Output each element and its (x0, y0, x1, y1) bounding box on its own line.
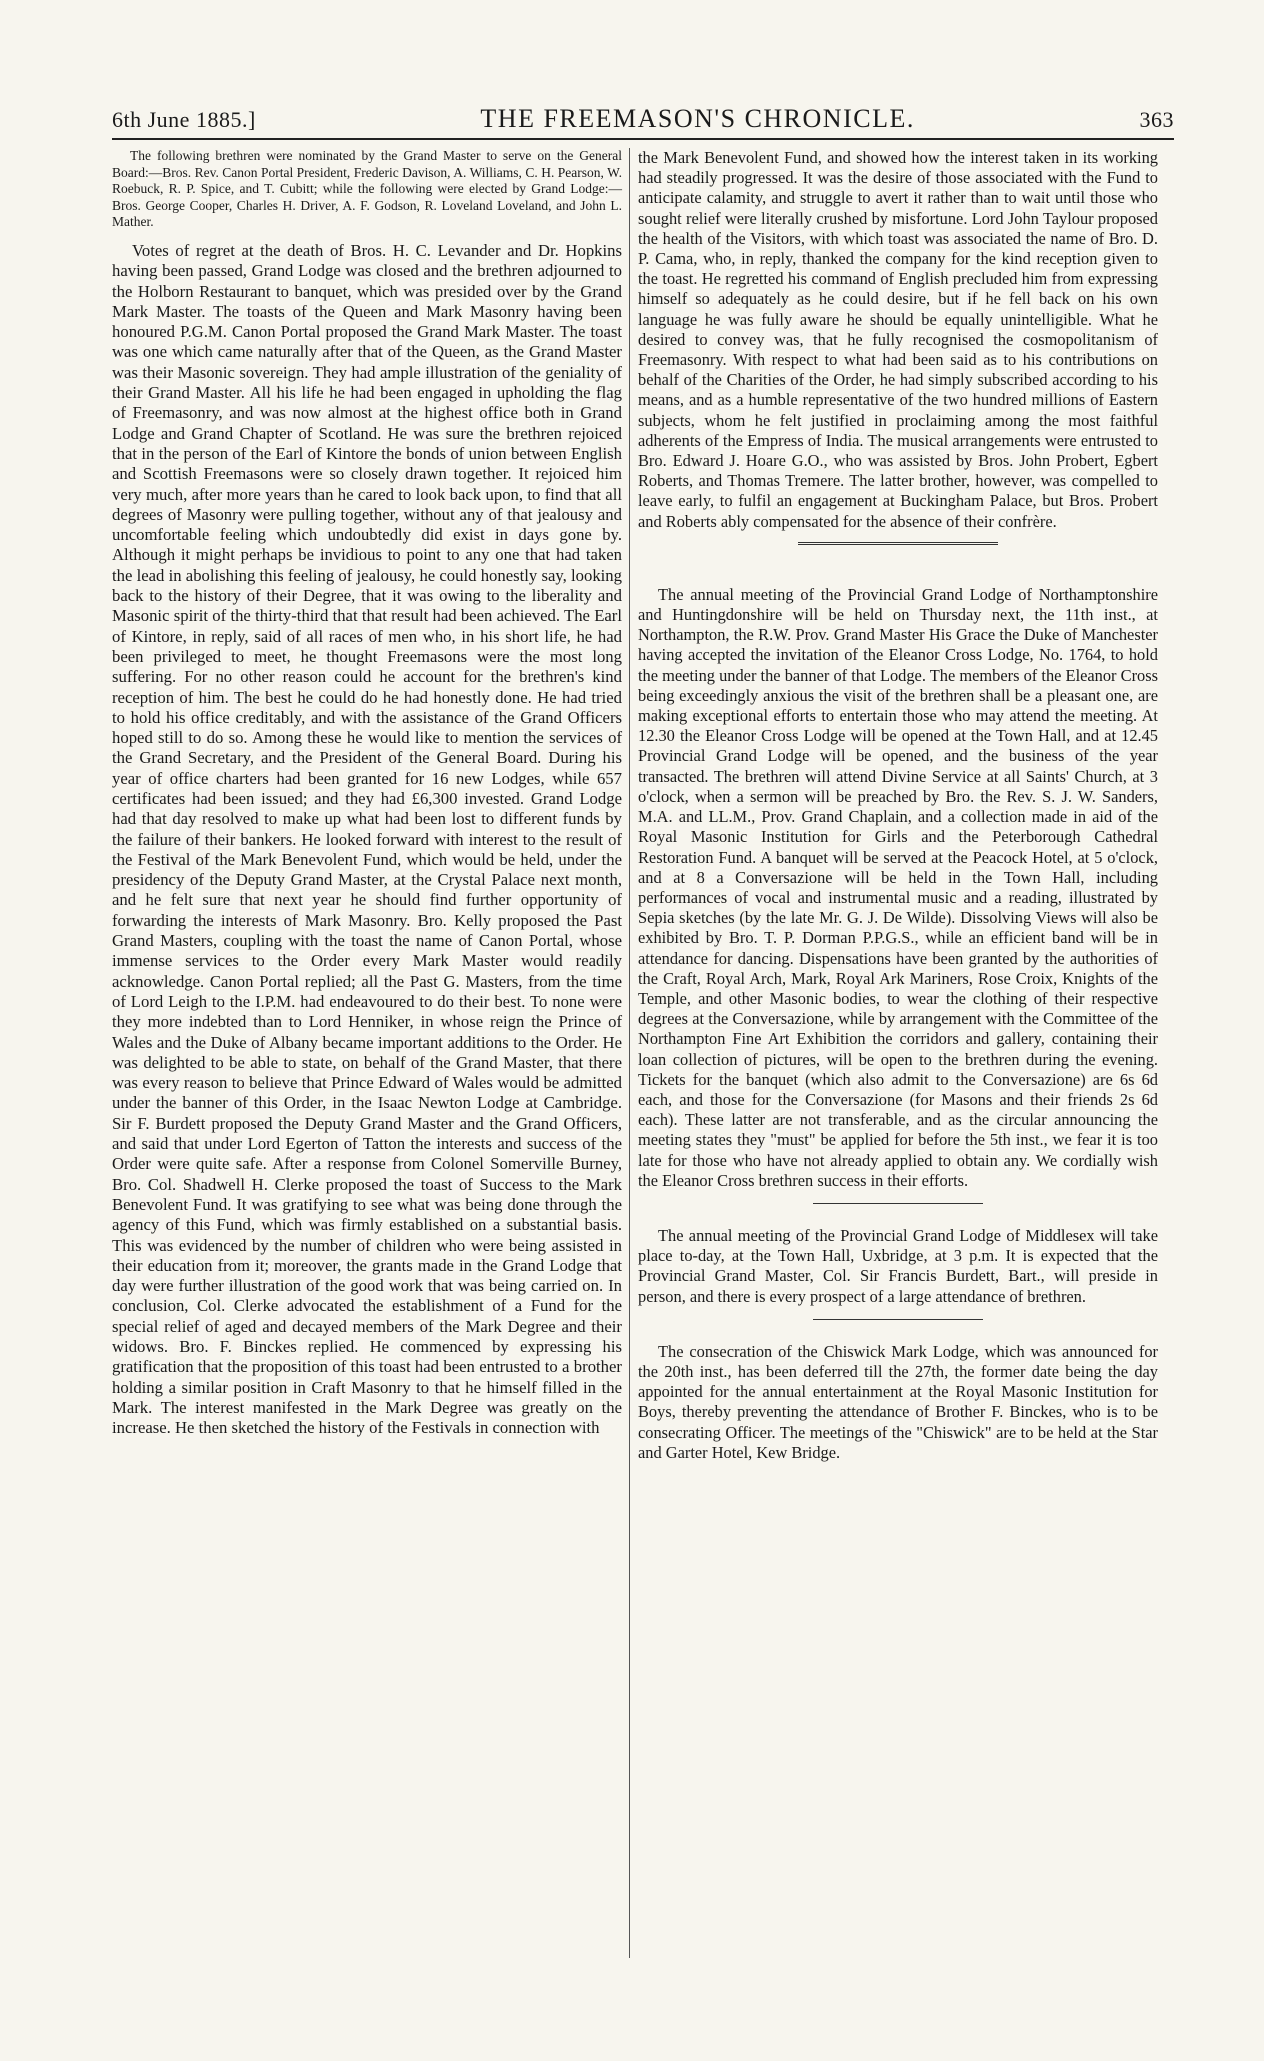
right-column (638, 148, 1158, 1465)
nominations-paragraph: The following brethren were nominated by the Grand Master to serve on the General Board:—Bros. Rev. Canon Portal President, Frederic Davison, A. Williams, C. H. Pearson, W. Roebuck, R. P. Spice, and T. Cubitt; while the following were elected by Grand Lodge:—Bros. George Cooper, Charles H. Driver, A. F. Godson, R. Loveland Loveland, and John L. Mather. (112, 148, 622, 230)
issue-date: 6th June 1885.] (112, 107, 256, 132)
publication-title: THE FREEMASON'S CHRONICLE. (480, 104, 915, 133)
page-number: 363 (1139, 107, 1174, 132)
northampton-notice: The annual meeting of the Provincial Grand Lodge of Northamptonshire and Huntingdonshire will be held on Thursday next, the 11th inst., at Northampton, the R.W. Prov. Grand Master His Grace the Duke of Manchester having accepted the invitation of the Eleanor Cross Lodge, No. 1764, to hold the meeting under the banner of that Lodge. The members of the Eleanor Cross being exceedingly anxious the visit of the brethren shall be a pleasant one, are making exceptional efforts to entertain those who may attend the meeting. At 12.30 the Eleanor Cross Lodge will be opened at the Town Hall, and at 12.45 Provincial Grand Lodge will be opened, and the business of the year transacted. The brethren will attend Divine Service at all Saints' Church, at 3 o'clock, when a sermon will be preached by Bro. the Rev. S. J. W. Sanders, M.A. and LL.M., Prov. Grand Chaplain, and a collection made in aid of the Royal Masonic Institution for Girls and the Peterborough Cathedral Restoration Fund. A banquet will be served at the Peacock Hotel, at 5 o'clock, and at 8 a Conversazione will be held in the Town Hall, including performances of vocal and instrumental music and a reading, illustrated by Sepia sketches (by the late Mr. G. J. De Wilde). Dissolving Views will also be exhibited by Bro. T. P. Dorman P.P.G.S., while an efficient band will be in attendance for dancing. Dispensations have been granted by the authorities of the Craft, Royal Arch, Mark, Royal Ark Mariners, Rose Croix, Knights of the Temple, and other Masonic bodies, to wear the clothing of their respective degrees at the Conversazione, while by arrangement with the Committee of the Northampton Fine Art Exhibition the corridors and gallery, containing their loan collection of pictures, will be open to the brethren during the evening. Tickets for the banquet (which also admit to the Conversazione) are 6s 6d each, and those for the Conversazione (for Masons and their friends 2s 6d each). These latter are not transferable, and as the circular announcing the meeting states they "must" be applied for before the 5th inst., we fear it is too late for those who have not already applied to obtain any. We cordially wish the Eleanor Cross brethren success in their efforts. (638, 584, 1158, 1190)
banquet-report-continued: the Mark Benevolent Fund, and showed how the interest taken in its working had steadily progressed. It was the desire of those associated with the Fund to anticipate calamity, and struggle to avert it rather than to wait until those who sought relief were literally crushed by misfortune. Lord John Taylour proposed the health of the Visitors, with which toast was associated the name of Bro. D. P. Cama, who, in reply, thanked the company for the kind reception given to the toast. He regretted his command of English precluded him from expressing himself so adequately as he could desire, but if he fell back on his own language he was fully aware he should be equally unintelligible. What he desired to convey was, that he fully recognised the cosmopolitanism of Freemasonry. With respect to what had been said as to his contributions on behalf of the Charities of the Order, he had simply subscribed according to his means, and as a humble representative of the two hundred millions of Eastern subjects, whom he felt justified in proclaiming among the most faithful adherents of the Empress of India. The musical arrangements were entrusted to Bro. Edward J. Hoare G.O., who was assisted by Bros. John Probert, Egbert Roberts, and Thomas Tremere. The latter brother, however, was compelled to leave early, to fulfil an engagement at Buckingham Palace, but Bros. Probert and Roberts ably compensated for the absence of their confrère. (638, 148, 1158, 531)
chiswick-notice: The consecration of the Chiswick Mark Lodge, which was announced for the 20th inst., has been deferred till the 27th, the former date being the day appointed for the annual entertainment at the Royal Masonic Institution for Boys, thereby preventing the attendance of Brother F. Binckes, who is to be consecrating Officer. The meetings of the "Chiswick" are to be held at the Star and Garter Hotel, Kew Bridge. (638, 1341, 1158, 1462)
middlesex-notice: The annual meeting of the Provincial Grand Lodge of Middlesex will take place to-day, at the Town Hall, Uxbridge, at 3 p.m. It is expected that the Provincial Grand Master, Col. Sir Francis Burdett, Bart., will preside in person, and there is every prospect of a large attendance of brethren. (638, 1225, 1158, 1306)
left-column (112, 148, 622, 1440)
section-rule (813, 1319, 983, 1320)
section-rule (798, 542, 998, 545)
page-header (112, 104, 1174, 136)
banquet-report: Votes of regret at the death of Bros. H. C. Levander and Dr. Hopkins having been passed, Grand Lodge was closed and the brethren adjourned to the Holborn Restaurant to banquet, which was presided over by the Grand Mark Master. The toasts of the Queen and Mark Masonry having been honoured P.G.M. Canon Portal proposed the Grand Mark Master. The toast was one which came naturally after that of the Queen, as the Grand Master was their Masonic sovereign. They had ample illustration of the geniality of their Grand Master. All his life he had been engaged in upholding the flag of Freemasonry, and was now almost at the highest office both in Grand Lodge and Grand Chapter of Scotland. He was sure the brethren rejoiced that in the person of the Earl of Kintore the bonds of union between English and Scottish Freemasons were so closely drawn together. It rejoiced him very much, after more years than he cared to look back upon, to find that all degrees of Masonry were pulling together, without any of that jealousy and uncomfortable feeling which undoubtedly did exist in days gone by. Although it might perhaps be invidious to point to any one that had taken the lead in abolishing this feeling of jealousy, he could honestly say, looking back to the history of their Degree, that it was owing to the liberality and Masonic spirit of the thirty-third that that result had been achieved. The Earl of Kintore, in reply, said of all races of men who, in his short life, he had been privileged to meet, he thought Freemasons were the most long suffering. For no other reason could he account for the brethren's kind reception of him. The best he could do he had honestly done. He had tried to hold his office creditably, and with the assistance of the Grand Officers hoped still to do so. Among these he would like to mention the services of the Grand Secretary, and the President of the General Board. During his year of office charters had been granted for 16 new Lodges, while 657 certificates had been issued; and they had £6,300 invested. Grand Lodge had that day resolved to make up what had been lost to different funds by the failure of their bankers. He looked forward with interest to the result of the Festival of the Mark Benevolent Fund, which would be held, under the presidency of the Deputy Grand Master, at the Crystal Palace next month, and he felt sure that next year he should find further opportunity of forwarding the interests of Mark Masonry. Bro. Kelly proposed the Past Grand Masters, coupling with the toast the name of Canon Portal, whose immense services to the Order every Mark Master would readily acknowledge. Canon Portal replied; all the Past G. Masters, from the time of Lord Leigh to the I.P.M. had endeavoured to do their best. To none were they more indebted than to Lord Henniker, in whose reign the Prince of Wales and the Duke of Albany became important additions to the Order. He was delighted to be able to state, on behalf of the Grand Master, that there was every reason to believe that Prince Edward of Wales would be admitted under the banner of this Order, in the Isaac Newton Lodge at Cambridge. Sir F. Burdett proposed the Deputy Grand Master and the Grand Officers, and said that under Lord Egerton of Tatton the interests and success of the Order were quite safe. After a response from Colonel Somerville Burney, Bro. Col. Shadwell H. Clerke proposed the toast of Success to the Mark Benevolent Fund. It was gratifying to see what was being done through the agency of this Fund, which was firmly established on a substantial basis. This was evidenced by the number of children who were being assisted in their education from it; moreover, the grants made in the Grand Lodge that day were further illustration of the good work that was being carried on. In conclusion, Col. Clerke advocated the establishment of a Fund for the special relief of aged and decayed members of the Mark Degree and their widows. Bro. F. Binckes replied. He commenced by expressing his gratification that the proposition of this toast had been entrusted to a brother holding a similar position in Craft Masonry to that he himself filled in the Mark. The interest manifested in the Mark Degree was greatly on the increase. He then sketched the history of the Festivals in connection with (112, 240, 622, 1438)
section-rule (813, 1203, 983, 1204)
column-divider (629, 148, 630, 1958)
header-rule (112, 138, 1174, 140)
